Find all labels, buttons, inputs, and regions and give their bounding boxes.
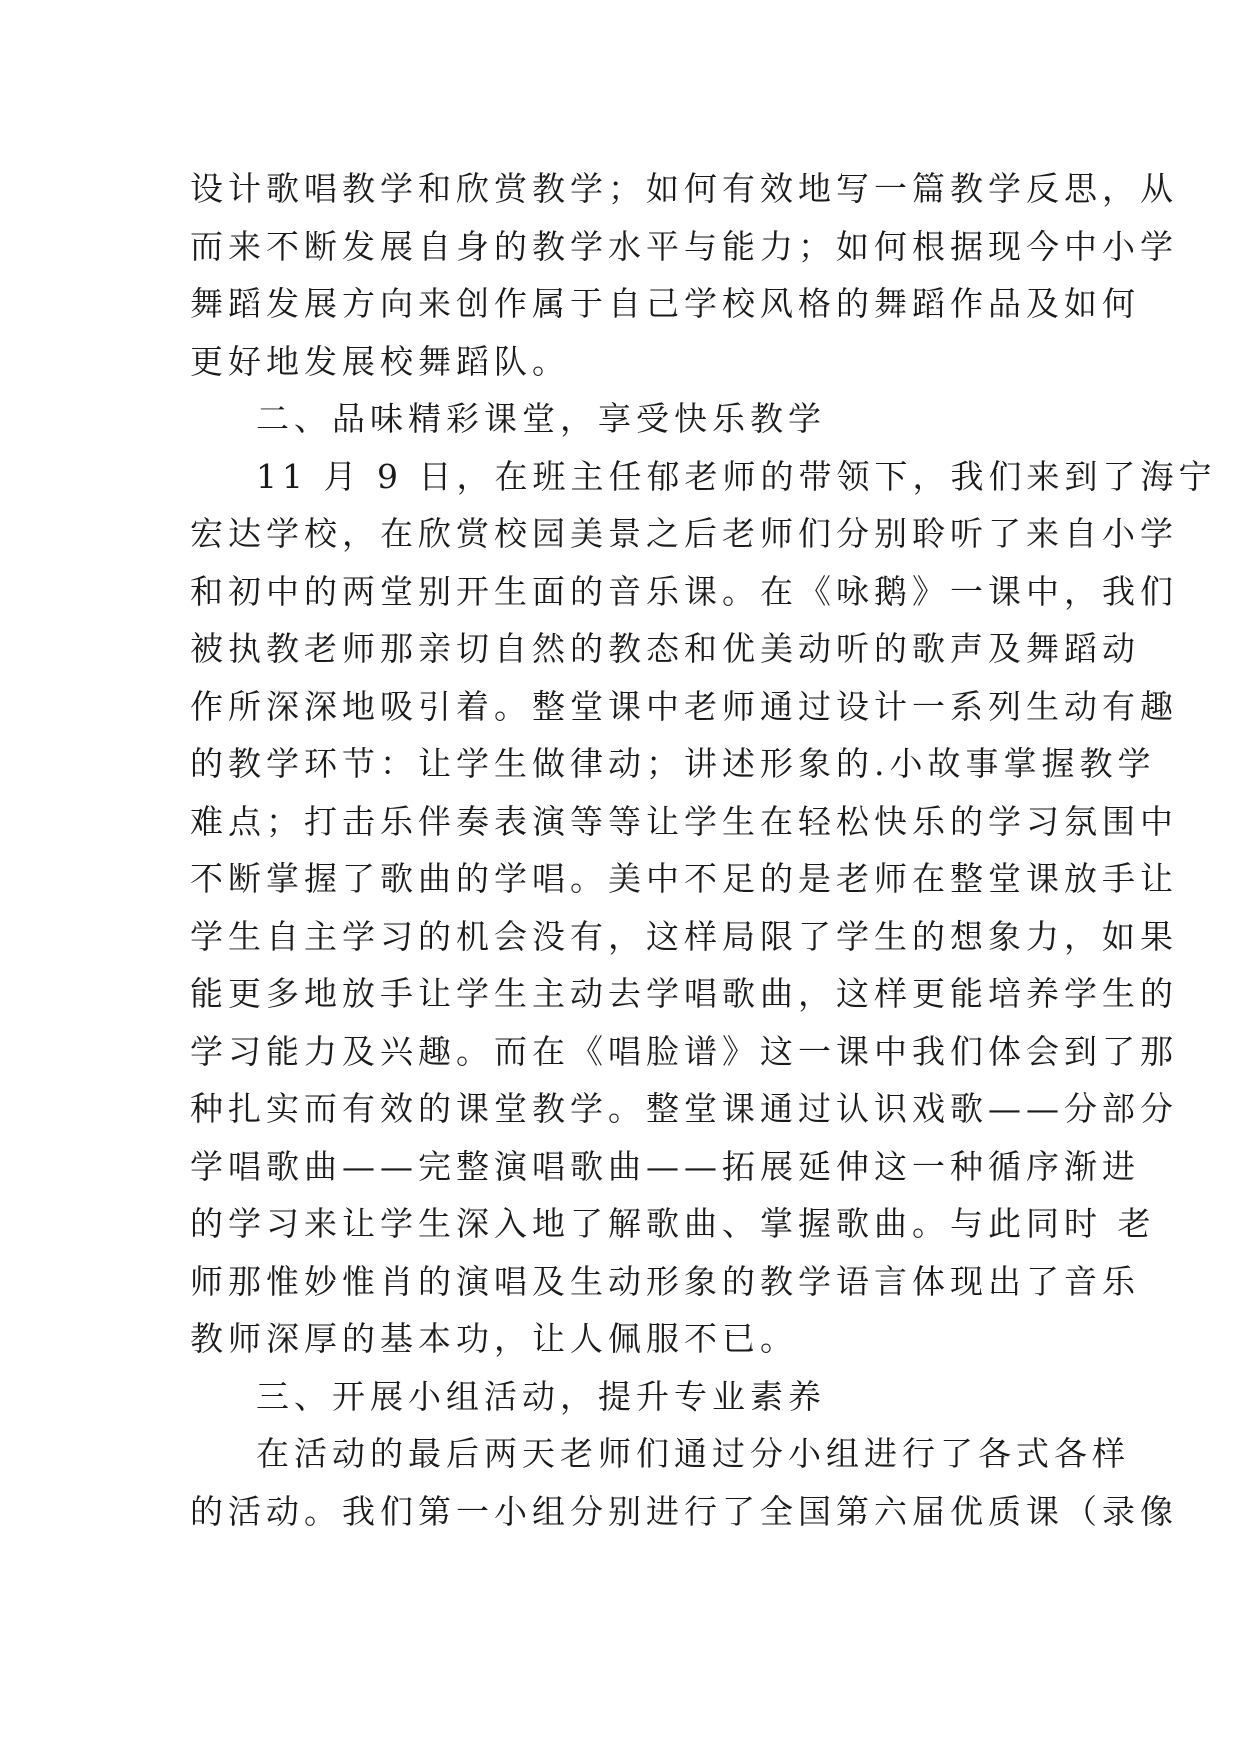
text-line: 而来不断发展自身的教学水平与能力；如何根据现今中小学 xyxy=(190,226,1178,266)
text-line: 11 月 9 日，在班主任郁老师的带领下，我们来到了海宁 xyxy=(256,456,1217,496)
text-line: 舞蹈发展方向来创作属于自己学校风格的舞蹈作品及如何 xyxy=(190,284,1140,323)
text-line: 被执教老师那亲切自然的教态和优美动听的歌声及舞蹈动 xyxy=(190,629,1140,668)
text-line: 的学习来让学生深入地了解歌曲、掌握歌曲。与此同时 老 xyxy=(190,1204,1156,1243)
text-line: 和初中的两堂别开生面的音乐课。在《咏鹅》一课中，我们 xyxy=(190,571,1178,611)
text-line: 在活动的最后两天老师们通过分小组进行了各式各样 xyxy=(256,1434,1130,1473)
text-line: 作所深深地吸引着。整堂课中老师通过设计一系列生动有趣 xyxy=(190,686,1178,726)
text-line: 三、开展小组活动，提升专业素养 xyxy=(256,1376,826,1416)
document-body xyxy=(190,160,1217,1540)
text-line: 能更多地放手让学生主动去学唱歌曲，这样更能培养学生的 xyxy=(190,974,1178,1013)
text-line: 的活动。我们第一小组分别进行了全国第六届优质课（录像 xyxy=(190,1491,1178,1531)
text-line: 二、品味精彩课堂，享受快乐教学 xyxy=(256,399,826,438)
text-line: 学唱歌曲——完整演唱歌曲——拓展延伸这一种循序渐进 xyxy=(190,1146,1140,1186)
text-line: 教师深厚的基本功，让人佩服不已。 xyxy=(190,1319,798,1358)
text-line: 难点；打击乐伴奏表演等等让学生在轻松快乐的学习氛围中 xyxy=(190,801,1178,841)
text-line: 师那惟妙惟肖的演唱及生动形象的教学语言体现出了音乐 xyxy=(190,1261,1140,1301)
text-line: 设计歌唱教学和欣赏教学；如何有效地写一篇教学反思，从 xyxy=(190,169,1178,208)
text-line: 学习能力及兴趣。而在《唱脸谱》这一课中我们体会到了那 xyxy=(190,1031,1178,1071)
text-line: 的教学环节：让学生做律动；讲述形象的.小故事掌握教学 xyxy=(190,744,1156,783)
text-line: 不断掌握了歌曲的学唱。美中不足的是老师在整堂课放手让 xyxy=(190,859,1178,898)
text-line: 种扎实而有效的课堂教学。整堂课通过认识戏歌——分部分 xyxy=(190,1089,1178,1128)
text-line: 学生自主学习的机会没有，这样局限了学生的想象力，如果 xyxy=(190,916,1178,956)
text-line: 宏达学校，在欣赏校园美景之后老师们分别聆听了来自小学 xyxy=(190,514,1178,553)
text-line: 更好地发展校舞蹈队。 xyxy=(190,341,570,381)
